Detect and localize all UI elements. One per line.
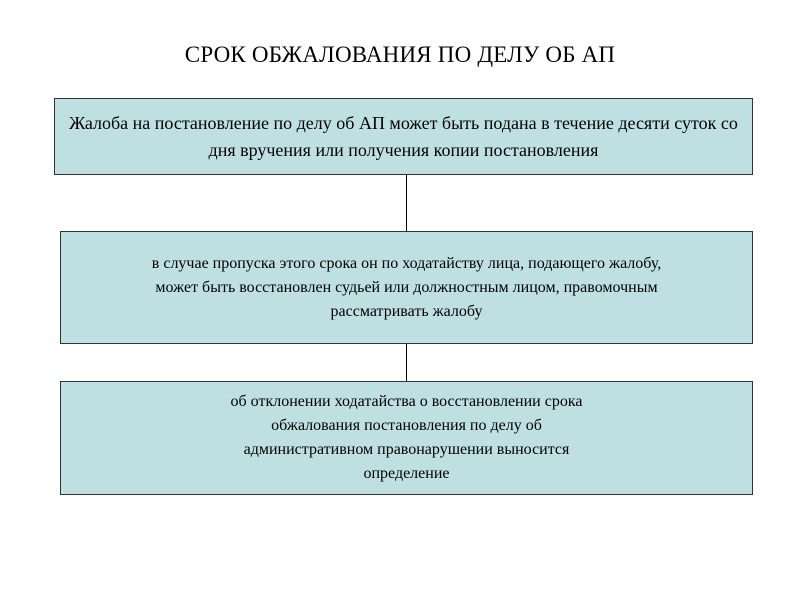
box-rejection-ruling-text: об отклонении ходатайства о восстановлении срока обжалования постановления по делу об административном правонарушении выносится определение — [230, 393, 583, 482]
box-rejection-ruling — [60, 381, 753, 495]
connector-line-1 — [406, 175, 407, 231]
box-complaint-deadline-text: Жалоба на постановление по делу об АП может быть подана в течение десяти суток со дня вручения или получения копии постановления — [69, 113, 738, 160]
connector-line-2 — [406, 344, 407, 381]
box-deadline-restoration-text: в случае пропуска этого срока он по ходатайству лица, подающего жалобу, может быть восстановлен судьей или должностным лицом, правомочным рассматривать жалобу — [151, 254, 662, 320]
box-complaint-deadline — [54, 98, 753, 175]
slide-title: СРОК ОБЖАЛОВАНИЯ ПО ДЕЛУ ОБ АП — [184, 42, 616, 67]
box-deadline-restoration — [60, 231, 753, 344]
